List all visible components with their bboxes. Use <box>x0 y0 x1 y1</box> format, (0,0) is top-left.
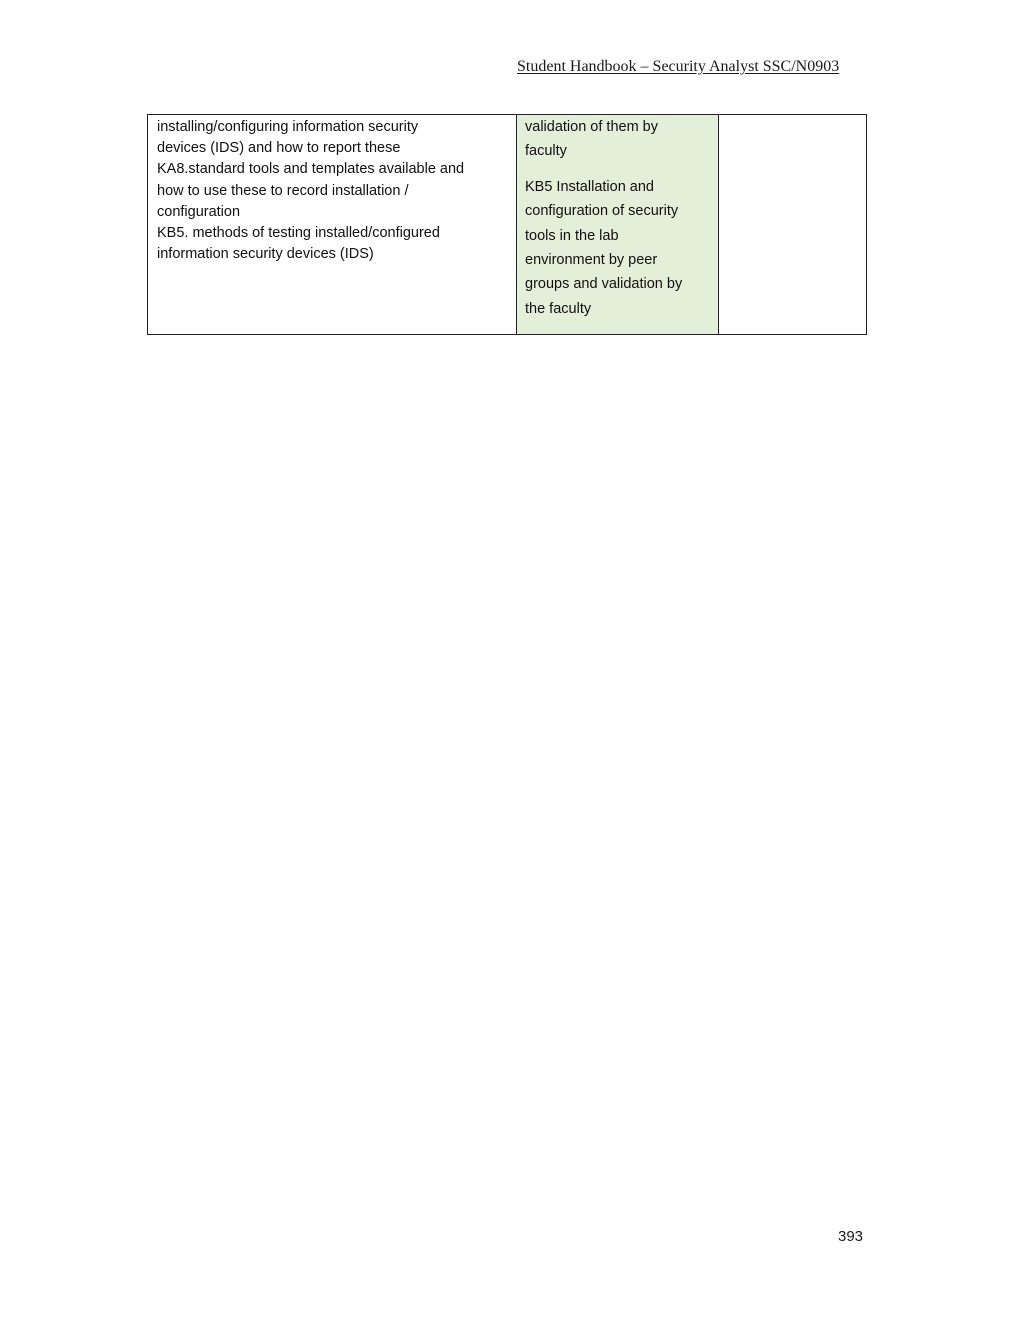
knowledge-line: KB5. methods of testing installed/configured <box>157 225 440 242</box>
knowledge-cell <box>148 115 517 335</box>
knowledge-line: devices (IDS) and how to report these <box>157 140 401 157</box>
activity-line: configuration of security <box>525 203 679 220</box>
page-header: Student Handbook – Security Analyst SSC/N0903 <box>517 58 840 75</box>
knowledge-line: installing/configuring information security <box>157 119 419 135</box>
knowledge-line: information security devices (IDS) <box>157 246 374 263</box>
table-row <box>148 115 867 335</box>
activity-line: the faculty <box>525 300 592 317</box>
activity-line: environment by peer <box>525 252 658 269</box>
activity-line: faculty <box>525 143 567 160</box>
activity-line: groups and validation by <box>525 276 683 293</box>
activity-paragraph <box>525 175 710 321</box>
activity-paragraph <box>525 115 710 164</box>
activity-line: KB5 Installation and <box>525 178 654 195</box>
knowledge-line: configuration <box>157 203 241 220</box>
activity-cell <box>517 115 719 335</box>
activity-line: tools in the lab <box>525 227 619 244</box>
activity-line: validation of them by <box>525 119 658 135</box>
remarks-cell <box>719 115 867 335</box>
content-table <box>147 114 867 335</box>
knowledge-line: KA8.standard tools and templates available and <box>157 161 465 178</box>
knowledge-line: how to use these to record installation / <box>157 182 409 199</box>
page-number: 393 <box>838 1228 864 1245</box>
